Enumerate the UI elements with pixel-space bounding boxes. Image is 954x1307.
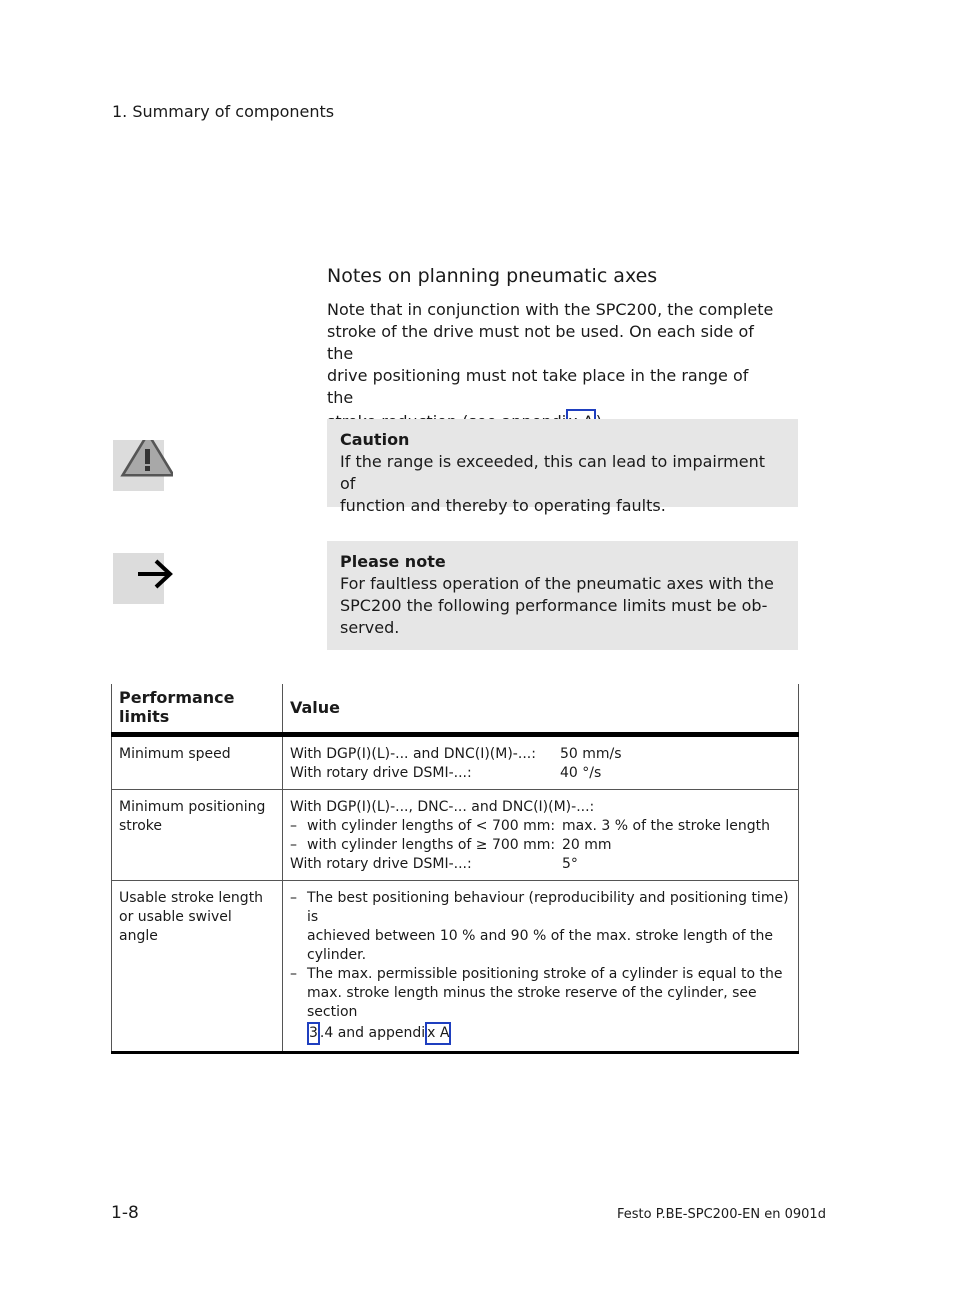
value-condition: with cylinder lengths of < 700 mm: <box>307 818 556 834</box>
row-label <box>112 790 283 881</box>
value-amount: max. 3 % of the stroke length <box>562 818 770 834</box>
bullet-line: The best positioning behaviour (reproducibility and positioning time) is <box>307 890 789 925</box>
bullet-item <box>290 965 791 1045</box>
bullet-line: max. stroke length minus the stroke reserve of the cylinder, see section <box>307 985 757 1020</box>
bullet-line: The max. permissible positioning stroke of a cylinder is equal to the <box>307 966 783 982</box>
value-line <box>290 798 791 817</box>
document-id: Festo P.BE-SPC200-EN en 0901d <box>617 1207 826 1222</box>
bullet-text-mid: .4 and appendi <box>319 1025 426 1041</box>
value-line <box>290 836 791 855</box>
bullet-line: cylinder. <box>307 947 367 963</box>
row-label-line: Minimum positioning <box>119 799 266 815</box>
column-header-value: Value <box>283 684 799 735</box>
note-icon-box <box>113 553 164 604</box>
caution-box <box>327 419 798 515</box>
value-amount: 50 mm/s <box>560 746 622 762</box>
row-label-line: or usable swivel angle <box>119 909 232 944</box>
value-amount: 5° <box>562 856 578 872</box>
chapter-header: 1. Summary of components <box>112 102 335 121</box>
warning-icon-box <box>113 440 164 491</box>
value-amount: 40 °/s <box>560 765 602 781</box>
value-line <box>290 764 791 783</box>
table-row <box>112 790 799 881</box>
caution-line: If the range is exceeded, this can lead to impairment of <box>340 452 765 493</box>
warning-triangle-icon <box>113 440 173 491</box>
value-condition: With rotary drive DSMI-...: <box>290 856 472 872</box>
dash-marker: – <box>290 818 297 834</box>
note-title: Please note <box>340 552 446 571</box>
bullet-item <box>290 889 791 965</box>
intro-line: drive positioning must not take place in the range of the <box>327 366 749 407</box>
row-label-line: Minimum speed <box>119 746 231 762</box>
dash-marker: – <box>290 837 297 853</box>
column-header-performance-limits: Performance limits <box>112 684 283 735</box>
bullet-line: achieved between 10 % and 90 % of the max. stroke length of the <box>307 928 773 944</box>
value-line <box>290 817 791 836</box>
note-line: served. <box>340 618 400 637</box>
section-title: Notes on planning pneumatic axes <box>327 265 658 287</box>
arrow-right-icon <box>113 553 173 604</box>
value-condition: With DGP(I)(L)-..., DNC-... and DNC(I)(M)-...: <box>290 799 595 815</box>
table-row <box>112 881 799 1053</box>
value-line <box>290 855 791 874</box>
intro-line: Note that in conjunction with the SPC200, the complete <box>327 300 774 319</box>
row-label <box>112 881 283 1053</box>
row-label-line: stroke <box>119 818 163 834</box>
row-label <box>112 735 283 790</box>
row-label-line: Usable stroke length <box>119 890 264 906</box>
caution-line: function and thereby to operating faults. <box>340 496 666 515</box>
bullet-text <box>307 965 791 1045</box>
intro-paragraph <box>327 299 777 435</box>
caution-title: Caution <box>340 430 410 449</box>
performance-limits-table <box>111 684 799 1054</box>
bullet-text <box>307 889 791 965</box>
value-amount: 20 mm <box>562 837 612 853</box>
value-condition: with cylinder lengths of ≥ 700 mm: <box>307 837 556 853</box>
value-condition: With rotary drive DSMI-...: <box>290 765 472 781</box>
please-note-box <box>327 541 798 650</box>
row-value <box>283 881 799 1053</box>
table-header-row <box>112 684 799 735</box>
intro-line: stroke of the drive must not be used. On each side of the <box>327 322 754 363</box>
value-condition: With DGP(I)(L)-... and DNC(I)(M)-...: <box>290 746 536 762</box>
dash-marker: – <box>290 966 297 982</box>
row-value <box>283 735 799 790</box>
note-line: For faultless operation of the pneumatic axes with the <box>340 574 774 593</box>
bullet-line <box>307 1022 791 1045</box>
appendix-a-link[interactable]: x A <box>425 1022 451 1045</box>
row-value <box>283 790 799 881</box>
page-number: 1-8 <box>111 1203 139 1223</box>
section-3-4-link[interactable]: 3 <box>307 1022 320 1045</box>
value-line <box>290 745 791 764</box>
note-line: SPC200 the following performance limits must be ob- <box>340 596 768 615</box>
table-row <box>112 735 799 790</box>
dash-marker: – <box>290 890 297 906</box>
